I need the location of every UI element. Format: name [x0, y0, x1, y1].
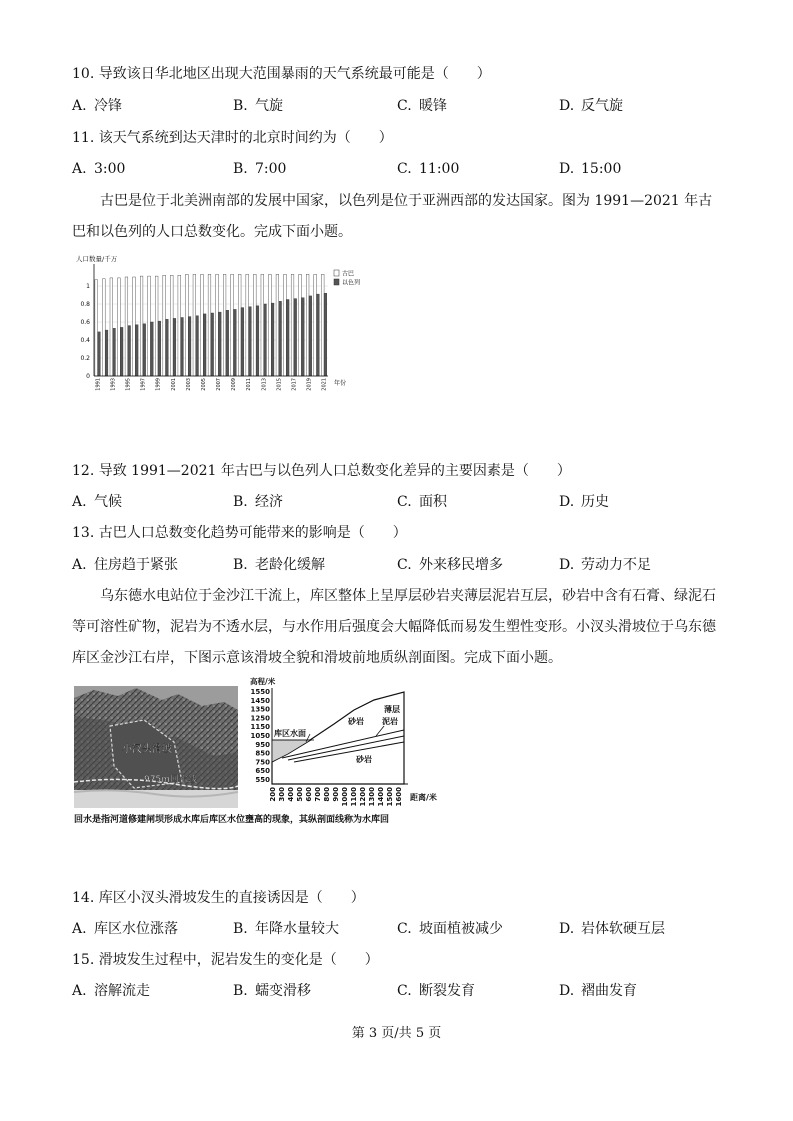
photo-label-backwater-line: 975m回水线 [144, 775, 197, 785]
q11-option-a: A. 3:00 [72, 161, 126, 177]
chart-ytick-label: 1 [86, 283, 90, 290]
q12-option-b: B. 经济 [233, 494, 283, 510]
chart-bar-israel [271, 303, 274, 376]
chart-bar-cuba [185, 274, 188, 376]
chart-bar-israel [317, 294, 320, 376]
chart-bar-israel [226, 310, 229, 376]
chart-bar-israel [294, 299, 297, 376]
chart-bar-cuba [321, 274, 324, 376]
chart-xtick-label: 1995 [125, 378, 132, 391]
question-13-stem: 13. 古巴人口总数变化趋势可能带来的影响是（ ） [72, 525, 407, 541]
chart-ytick-label: 0 [86, 373, 90, 380]
chart-xtick-label: 2009 [231, 378, 238, 391]
q14-option-a: A. 库区水位涨落 [72, 921, 178, 937]
q13-option-a: A. 住房趋于紧张 [72, 557, 178, 573]
q15-option-d: D. 褶曲发育 [559, 983, 637, 999]
chart-xtick-label: 1999 [155, 378, 162, 391]
chart-bar-cuba [299, 274, 302, 376]
chart-xtick-label: 1993 [110, 378, 117, 391]
chart-bar-cuba [102, 279, 105, 376]
chart-ytick-label: 0.4 [80, 337, 90, 344]
chart-y-axis-label: 人口数量/千万 [76, 255, 118, 263]
landslide-photo [74, 686, 238, 808]
profile-ytick: 950 [255, 740, 270, 749]
figure-caption: 回水是指河道修建闸坝形成水库后库区水位壅高的现象，其纵剖面线称为水库回 [74, 815, 390, 825]
profile-ytick: 750 [255, 758, 270, 767]
chart-bar-israel [158, 321, 161, 376]
profile-xtick: 1000 [341, 787, 349, 807]
q15-option-b: B. 蠕变滑移 [233, 983, 311, 999]
q14-option-d: D. 岩体软硬互层 [559, 921, 665, 937]
geological-profile [244, 674, 454, 812]
chart-bar-cuba [216, 274, 219, 376]
q14-option-c: C. 坡面植被减少 [397, 921, 503, 937]
chart-bar-cuba [155, 276, 158, 376]
q10-option-d: D. 反气旋 [559, 98, 623, 114]
profile-xtick: 900 [332, 787, 340, 802]
profile-xtick: 300 [278, 787, 286, 802]
profile-ytick: 1150 [250, 723, 270, 732]
profile-label-sandstone-upper: 砂岩 [348, 717, 364, 726]
profile-ytick: 850 [255, 749, 270, 758]
chart-bar-israel [128, 326, 131, 376]
chart-bar-israel [181, 318, 184, 377]
chart-bar-israel [120, 327, 123, 376]
chart-bar-cuba [269, 274, 272, 376]
chart-bar-israel [166, 319, 169, 376]
q12-option-c: C. 面积 [397, 494, 447, 510]
chart-legend-swatch [334, 279, 339, 285]
chart-bar-cuba [231, 274, 234, 376]
chart-bar-cuba [201, 274, 204, 376]
chart-bar-israel [211, 313, 214, 376]
q13-option-b: B. 老龄化缓解 [233, 557, 325, 573]
profile-xtick: 1100 [350, 787, 358, 807]
question-15-stem: 15. 滑坡发生过程中，泥岩发生的变化是（ ） [72, 952, 379, 968]
chart-xtick-label: 2019 [306, 378, 313, 391]
chart-bar-cuba [193, 274, 196, 376]
profile-xtick: 800 [323, 787, 331, 802]
profile-ytick: 1550 [250, 688, 270, 696]
intro-paragraph-cuba-israel: 古巴是位于北美洲南部的发展中国家，以色列是位于亚洲西部的发达国家。图为 1991—2021 年古巴和以色列的人口总数变化。完成下面小题。 [72, 193, 713, 240]
chart-xtick-label: 2005 [200, 378, 207, 391]
chart-bar-cuba [163, 275, 166, 376]
chart-xtick-label: 2003 [185, 378, 192, 391]
chart-bar-cuba [110, 278, 113, 376]
chart-legend-label: 以色列 [342, 279, 361, 287]
chart-xtick-label: 2015 [276, 378, 283, 391]
intro-paragraph-wudongde: 乌东德水电站位于金沙江干流上，库区整体上呈厚层砂岩夹薄层泥岩互层，砂岩中含有石膏、绿泥石等可溶性矿物，泥岩为不透水层，与水作用后强度会大幅降低而易发生塑性变形。小汊头滑坡位于乌东德库区金沙江右岸，下图示意该滑坡全貌和滑坡前地质纵剖面图。完成下面小题。 [72, 588, 716, 666]
profile-xtick: 1300 [368, 787, 376, 807]
chart-bar-israel [218, 312, 221, 376]
profile-x-axis-label: 距离/米 [410, 793, 437, 802]
profile-xtick: 200 [269, 787, 277, 802]
chart-bar-cuba [238, 274, 241, 376]
profile-xtick: 400 [287, 787, 295, 802]
chart-bar-cuba [118, 278, 121, 376]
q12-option-a: A. 气候 [72, 494, 122, 510]
q15-option-c: C. 断裂发育 [397, 983, 475, 999]
chart-ytick-label: 0.6 [80, 319, 90, 326]
profile-xtick: 1400 [377, 787, 385, 807]
chart-bar-cuba [140, 276, 143, 376]
chart-xtick-label: 2021 [321, 378, 328, 391]
chart-bar-cuba [223, 274, 226, 376]
chart-bar-cuba [125, 277, 128, 376]
chart-x-axis-label: 年份 [334, 380, 347, 387]
chart-xtick-label: 2013 [261, 378, 268, 391]
chart-bar-cuba [276, 274, 279, 376]
chart-bar-cuba [253, 274, 256, 376]
profile-ytick: 1350 [250, 705, 270, 714]
q10-option-b: B. 气旋 [233, 98, 283, 114]
chart-bar-cuba [148, 276, 151, 376]
chart-bar-israel [241, 308, 244, 376]
chart-xtick-label: 2017 [291, 378, 298, 391]
chart-bar-israel [150, 322, 153, 376]
population-bar-chart [72, 252, 372, 402]
chart-bar-cuba [95, 280, 98, 376]
q11-option-b: B. 7:00 [233, 161, 287, 177]
profile-xtick: 600 [305, 787, 313, 802]
profile-y-axis-label: 高程/米 [250, 677, 276, 686]
chart-xtick-label: 1991 [95, 378, 102, 391]
profile-xtick: 1200 [359, 787, 367, 807]
chart-bar-cuba [170, 275, 173, 376]
profile-xtick: 1600 [395, 787, 403, 807]
profile-ytick: 1450 [250, 696, 270, 705]
profile-xtick: 1500 [386, 787, 394, 807]
profile-label-sandstone-lower: 砂岩 [356, 755, 372, 764]
question-12-stem: 12. 导致 1991—2021 年古巴与以色列人口总数变化差异的主要因素是（ ） [72, 463, 571, 479]
question-10-stem: 10. 导致该日华北地区出现大范围暴雨的天气系统最可能是（ ） [72, 66, 491, 82]
q11-option-d: D. 15:00 [559, 161, 622, 177]
q15-option-a: A. 溶解流走 [72, 983, 150, 999]
profile-label-thin: 薄层 [384, 705, 400, 714]
chart-bar-israel [196, 316, 199, 376]
chart-bar-israel [264, 304, 267, 376]
profile-ytick: 650 [255, 767, 270, 776]
page-footer: 第 3 页/共 5 页 [351, 1026, 442, 1041]
chart-xtick-label: 1997 [140, 378, 147, 391]
chart-bar-cuba [306, 274, 309, 376]
chart-bar-israel [309, 296, 312, 376]
chart-ytick-label: 0.2 [80, 355, 90, 362]
profile-label-mudstone: 泥岩 [382, 717, 398, 726]
question-14-stem: 14. 库区小汊头滑坡发生的直接诱因是（ ） [72, 890, 365, 906]
chart-legend-swatch [334, 270, 339, 276]
chart-bar-israel [105, 330, 108, 376]
profile-label-water: 库区水面 [274, 729, 306, 738]
profile-ytick: 1250 [250, 714, 270, 723]
chart-bar-israel [256, 306, 259, 376]
q13-option-c: C. 外来移民增多 [397, 557, 503, 573]
chart-bar-cuba [133, 277, 136, 376]
chart-bar-israel [279, 301, 282, 376]
chart-xtick-label: 2001 [170, 378, 177, 391]
chart-bar-israel [324, 293, 327, 376]
chart-bar-israel [98, 332, 101, 376]
chart-bar-israel [301, 298, 304, 376]
chart-bar-cuba [261, 274, 264, 376]
chart-bar-israel [286, 300, 289, 377]
q10-option-c: C. 暖锋 [397, 98, 447, 114]
chart-bar-cuba [314, 274, 317, 376]
q10-option-a: A. 冷锋 [72, 98, 122, 114]
q13-option-d: D. 劳动力不足 [559, 557, 651, 573]
chart-bar-israel [113, 328, 116, 376]
chart-bar-israel [203, 314, 206, 376]
profile-xtick: 700 [314, 787, 322, 802]
chart-ytick-label: 0.8 [80, 301, 90, 308]
photo-label-landslide: 小汊头滑坡 [122, 744, 172, 755]
q12-option-d: D. 历史 [559, 494, 609, 510]
chart-xtick-label: 2011 [246, 378, 253, 391]
profile-ytick: 1050 [250, 732, 270, 740]
question-11-stem: 11. 该天气系统到达天津时的北京时间约为（ ） [72, 130, 393, 146]
q14-option-b: B. 年降水量较大 [233, 921, 339, 937]
chart-bar-cuba [178, 275, 181, 376]
chart-bar-cuba [208, 274, 211, 376]
profile-xtick: 500 [296, 787, 304, 802]
chart-bar-cuba [246, 274, 249, 376]
profile-ytick: 550 [255, 776, 270, 784]
chart-bar-israel [143, 324, 146, 376]
chart-bar-israel [173, 318, 176, 376]
chart-bar-israel [188, 317, 191, 376]
chart-xtick-label: 2007 [216, 378, 223, 391]
chart-legend-label: 古巴 [342, 270, 355, 278]
chart-bar-israel [249, 307, 252, 376]
q11-option-c: C. 11:00 [397, 161, 460, 177]
chart-bar-cuba [291, 274, 294, 376]
chart-bar-israel [135, 325, 138, 376]
chart-bar-israel [233, 309, 236, 376]
chart-bar-cuba [284, 274, 287, 376]
